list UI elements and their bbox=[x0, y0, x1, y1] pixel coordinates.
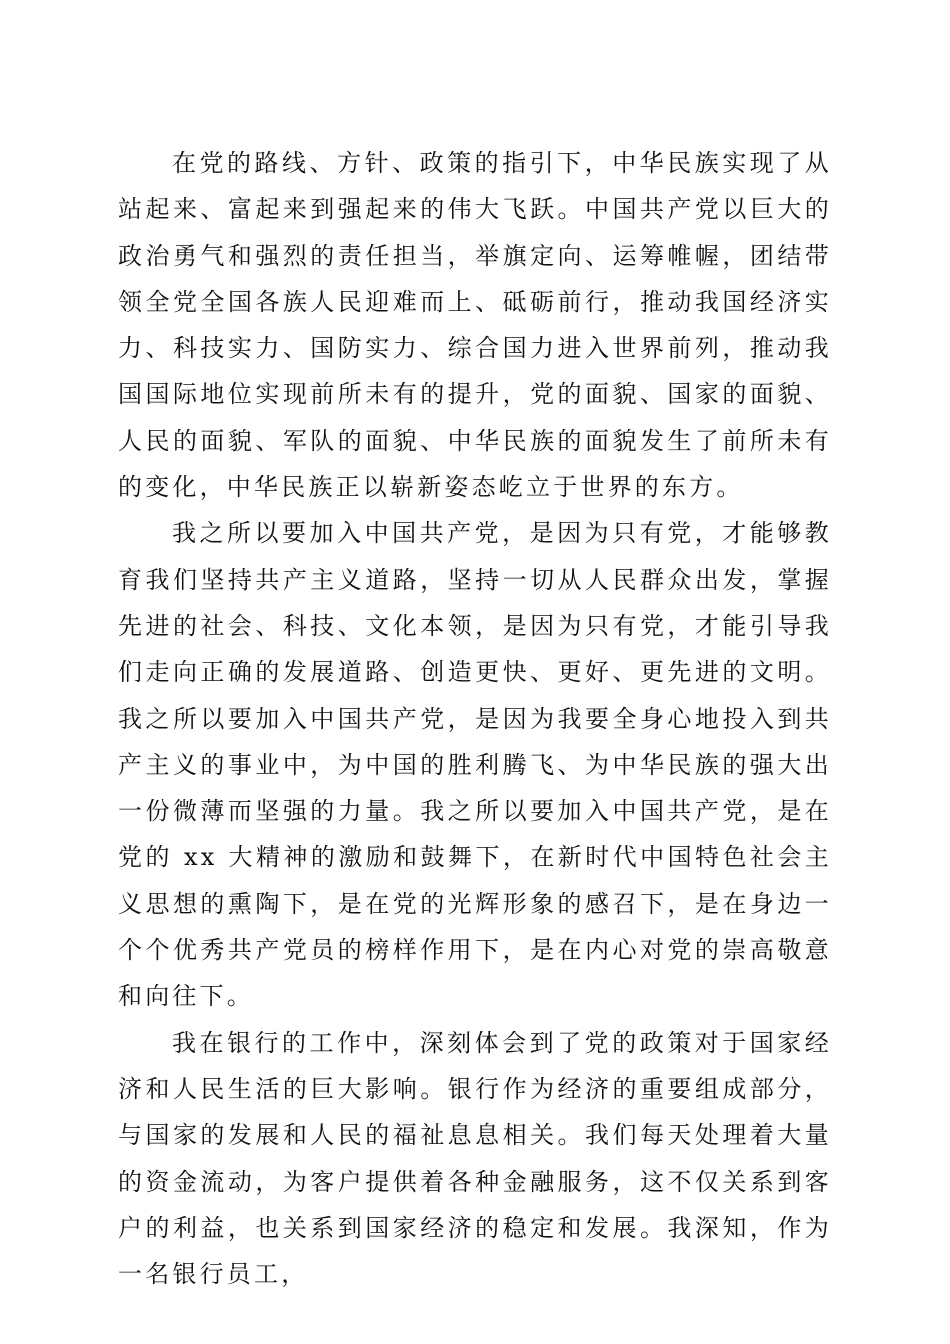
paragraph-3: 我在银行的工作中，深刻体会到了党的政策对于国家经济和人民生活的巨大影响。银行作为经济的重要组成部分，与国家的发展和人民的福祉息息相关。我们每天处理着大量的资金流动，为客户提供着各种金融服务，这不仅关系到客户的利益，也关系到国家经济的稳定和发展。我深知，作为一名银行员工， bbox=[118, 1028, 832, 1289]
paragraph-1: 在党的路线、方针、政策的指引下，中华民族实现了从站起来、富起来到强起来的伟大飞跃。中国共产党以巨大的政治勇气和强烈的责任担当，举旗定向、运筹帷幄，团结带领全党全国各族人民迎难而上、砥砺前行，推动我国经济实力、科技实力、国防实力、综合国力进入世界前列，推动我国国际地位实现前所未有的提升，党的面貌、国家的面貌、人民的面貌、军队的面貌、中华民族的面貌发生了前所未有的变化，中华民族正以崭新姿态屹立于世界的东方。 bbox=[118, 149, 832, 502]
document-body bbox=[118, 140, 832, 1297]
paragraph-2: 我之所以要加入中国共产党，是因为只有党，才能够教育我们坚持共产主义道路，坚持一切从人民群众出发，掌握先进的社会、科技、文化本领，是因为只有党，才能引导我们走向正确的发展道路、创造更快、更好、更先进的文明。我之所以要加入中国共产党，是因为我要全身心地投入到共产主义的事业中，为中国的胜利腾飞、为中华民族的强大出一份微薄而坚强的力量。我之所以要加入中国共产党，是在党的 xx 大精神的激励和鼓舞下，在新时代中国特色社会主义思想的熏陶下，是在党的光辉形象的感召下，是在身边一个个优秀共产党员的榜样作用下，是在内心对党的崇高敬意和向往下。 bbox=[118, 519, 832, 1011]
